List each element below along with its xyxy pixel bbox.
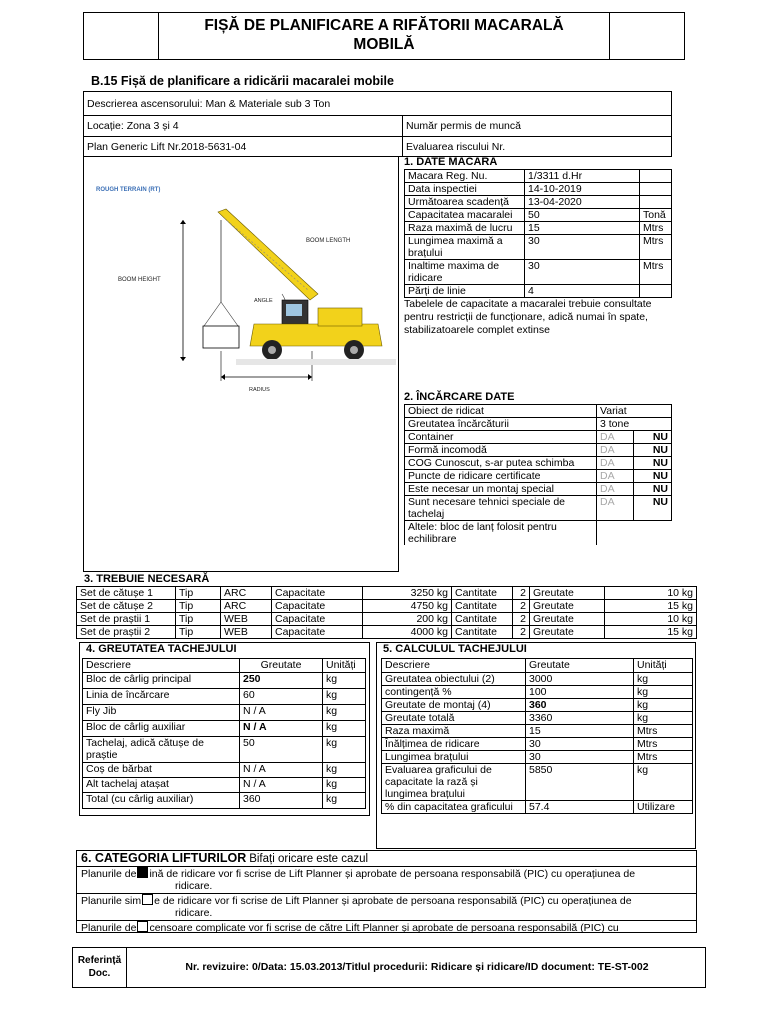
lift-category-hint: Bifați oricare este cazul: [249, 853, 369, 865]
needs-row: Set de cătușe 1 Tip ARC Capacitate 3250 kg Cantitate 2 Greutate 10 kg: [77, 587, 697, 600]
rigging-calc-table: Descriere Greutate Unități Greutatea obiectului (2) 3000 kg contingență % 100 kg Greutate de montaj (4) 360 kg Greutate totală 3360 kg Raza maximă 15 Mtrs Înălțimea de ridicare 30 Mtrs Lungimea brațului 30 Mtrs Evaluarea graficului de capacitate la rază și lungimea brațului 5850 kg % din capacitatea graficului 57.4 Utilizare: [381, 658, 693, 814]
info-block: [83, 91, 672, 157]
load-check-row: Este necesar un montaj special DA NU: [405, 483, 672, 496]
rigging-weight-row: Alt tachelaj atașat N / A kg: [83, 778, 366, 793]
lift-plan-number: Plan Generic Lift Nr.2018-5631-04: [84, 137, 403, 157]
object-value: Variat: [597, 405, 672, 418]
rigging-calc-row: Greutatea obiectului (2) 3000 kg: [382, 673, 693, 686]
needs-row: Set de praștii 2 Tip WEB Capacitate 4000 kg Cantitate 2 Greutate 15 kg: [77, 626, 697, 639]
rigging-weight-panel: [79, 642, 370, 816]
rigging-weight-row: Bloc de cârlig principal 250 kg: [83, 673, 366, 689]
document-title-line2: MOBILĂ: [353, 36, 415, 53]
nu-option: NU: [634, 483, 672, 496]
crane-row: Data inspectiei 14-10-2019: [405, 183, 672, 196]
boom-length-label: BOOM LENGTH: [306, 238, 351, 244]
load-check-row: Sunt necesare tehnici speciale de tachelaj DA NU: [405, 496, 672, 521]
needs-row: Set de cătușe 2 Tip ARC Capacitate 4750 kg Cantitate 2 Greutate 15 kg: [77, 600, 697, 613]
needs-row: Set de praștii 1 Tip WEB Capacitate 200 kg Cantitate 2 Greutate 10 kg: [77, 613, 697, 626]
lift-category-panel: [76, 850, 697, 933]
other-notes: Altele: bloc de lanț folosit pentru echilibrare: [405, 521, 597, 546]
rigging-calc-row: Lungimea brațului 30 Mtrs: [382, 751, 693, 764]
da-option: DA: [597, 457, 634, 470]
rigging-weight-row: Tachelaj, adică cătușe de praștie 50 kg: [83, 737, 366, 763]
footer: [72, 947, 706, 988]
diagram-panel: [83, 156, 399, 572]
category-option[interactable]: Planurile de censoare complicate vor fi scrise de către Lift Planner și aprobate de persoana responsabilă (PIC) cu: [81, 922, 619, 934]
title-box: [83, 12, 685, 60]
rigging-weight-row: Fly Jib N / A kg: [83, 705, 366, 721]
rigging-weight-row: Linia de încărcare 60 kg: [83, 689, 366, 705]
lift-description: Descrierea ascensorului: Man & Materiale sub 3 Ton: [84, 92, 672, 116]
checkbox-icon[interactable]: [137, 921, 148, 932]
rigging-calc-row: Înălțimea de ridicare 30 Mtrs: [382, 738, 693, 751]
boom-shape: [218, 209, 318, 300]
crane-data-header: 1. DATE MACARA: [404, 156, 498, 168]
rigging-calc-row: Greutate totală 3360 kg: [382, 712, 693, 725]
nu-option: NU: [634, 444, 672, 457]
da-option: DA: [597, 483, 634, 496]
risk-assessment: Evaluarea riscului Nr.: [403, 137, 672, 157]
object-label: Obiect de ridicat: [405, 405, 597, 418]
rigging-calc-panel: [376, 642, 696, 849]
crane-data-table: [404, 169, 672, 298]
checkbox-icon[interactable]: [137, 867, 148, 878]
da-option: DA: [597, 444, 634, 457]
rigging-weight-table: Descriere Greutate Unități Bloc de cârlig principal 250 kg Linia de încărcare 60 kg Fly Jib N / A kg Bloc de cârlig auxiliar N / A kg Tachelaj, adică cătușe de praștie 50 kg Coș de bărbat N / A kg Alt tachelaj atașat N / A kg Total (cu cârlig auxiliar) 360 kg: [82, 658, 366, 809]
da-option: DA: [597, 470, 634, 483]
needs-block: [76, 586, 697, 639]
rigging-calc-row: % din capacitatea graficului 57.4 Utilizare: [382, 801, 693, 814]
da-option: DA: [597, 496, 634, 521]
load-data-panel: [398, 391, 672, 545]
load-check-row: Formă incomodă DA NU: [405, 444, 672, 457]
footer-ref: Referință Doc.: [73, 948, 127, 987]
rigging-calc-header: 5. CALCULUL TACHEJULUI: [383, 643, 527, 655]
nu-option: NU: [634, 470, 672, 483]
crane-row: Lungimea maximă a brațului 30 Mtrs: [405, 235, 672, 260]
crane-row: Macara Reg. Nu. 1/3311 d.Hr: [405, 170, 672, 183]
nu-option: NU: [634, 496, 672, 521]
nu-option: NU: [634, 457, 672, 470]
rigging-calc-row: Evaluarea graficului de capacitate la rază și lungimea brațului 5850 kg: [382, 764, 693, 801]
radius-label: RADIUS: [249, 387, 270, 393]
title-left-cell: [84, 13, 159, 59]
weight-value: 3 tone: [597, 418, 672, 431]
rt-label: ROUGH TERRAIN (RT): [96, 187, 161, 193]
load-check-row: Puncte de ridicare certificate DA NU: [405, 470, 672, 483]
crane-row: Inaltime maxima de ridicare 30 Mtrs: [405, 260, 672, 285]
crane-row: Următoarea scadență 13-04-2020: [405, 196, 672, 209]
document-title-line1: FIȘĂ DE PLANIFICARE A RIFĂTORII MACARALĂ: [204, 17, 564, 34]
footer-text: Nr. revizuire: 0/Data: 15.03.2013/Titlul procedurii: Ridicare și ridicare/ID document: TE-ST-002: [185, 961, 649, 973]
category-option[interactable]: Planurile de ină de ridicare vor fi scrise de Lift Planner și aprobate de persoana responsabilă (PIC) cu operațiunea de ridicare.: [77, 867, 696, 894]
rigging-weight-header: 4. GREUTATEA TACHEJULUI: [86, 643, 237, 655]
crane-diagram: [86, 176, 396, 416]
document-title: [160, 16, 608, 54]
load-check-row: Container DA NU: [405, 431, 672, 444]
rigging-calc-row: contingență % 100 kg: [382, 686, 693, 699]
crane-row: Capacitatea macaralei 50 Tonă: [405, 209, 672, 222]
weight-label: Greutatea încărcăturii: [405, 418, 597, 431]
rigging-calc-row: Raza maximă 15 Mtrs: [382, 725, 693, 738]
crane-data-panel: [398, 156, 672, 337]
crane-row: Părți de linie 4: [405, 285, 672, 298]
section-subtitle: B.15 Fișă de planificare a ridicării macaralei mobile: [91, 74, 394, 88]
rigging-weight-row: Bloc de cârlig auxiliar N / A kg: [83, 721, 366, 737]
category-option[interactable]: Planurile sim e de ridicare vor fi scrise de Lift Planner și aprobate de persoana responsabilă (PIC) cu operațiunea de ridicare.: [77, 894, 696, 921]
da-option: DA: [597, 431, 634, 444]
load-data-header: 2. ÎNCĂRCARE DATE: [404, 391, 515, 403]
title-right-cell: [609, 13, 684, 59]
checkbox-icon[interactable]: [142, 894, 153, 905]
capacity-note: Tabelele de capacitate a macaralei trebuie consultate pentru restricții de funcționare, adică numai în spate, stabilizatoarele complet extinse: [404, 298, 652, 336]
boom-height-label: BOOM HEIGHT: [118, 277, 161, 283]
needs-header: 3. TREBUIE NECESARĂ: [84, 573, 210, 585]
rigging-weight-row: Total (cu cârlig auxiliar) 360 kg: [83, 793, 366, 809]
rigging-weight-row: Coș de bărbat N / A kg: [83, 763, 366, 778]
nu-option: NU: [634, 431, 672, 444]
location: Locație: Zona 3 și 4: [84, 116, 403, 137]
crane-row: Raza maximă de lucru 15 Mtrs: [405, 222, 672, 235]
lift-category-header: 6. CATEGORIA LIFTURILOR: [81, 851, 247, 865]
angle-label: ANGLE: [254, 298, 273, 304]
rigging-calc-row: Greutate de montaj (4) 360 kg: [382, 699, 693, 712]
needs-table: [76, 586, 697, 639]
work-permit: Număr permis de muncă: [403, 116, 672, 137]
load-check-row: COG Cunoscut, s-ar putea schimba DA NU: [405, 457, 672, 470]
load-data-table: [404, 404, 672, 545]
